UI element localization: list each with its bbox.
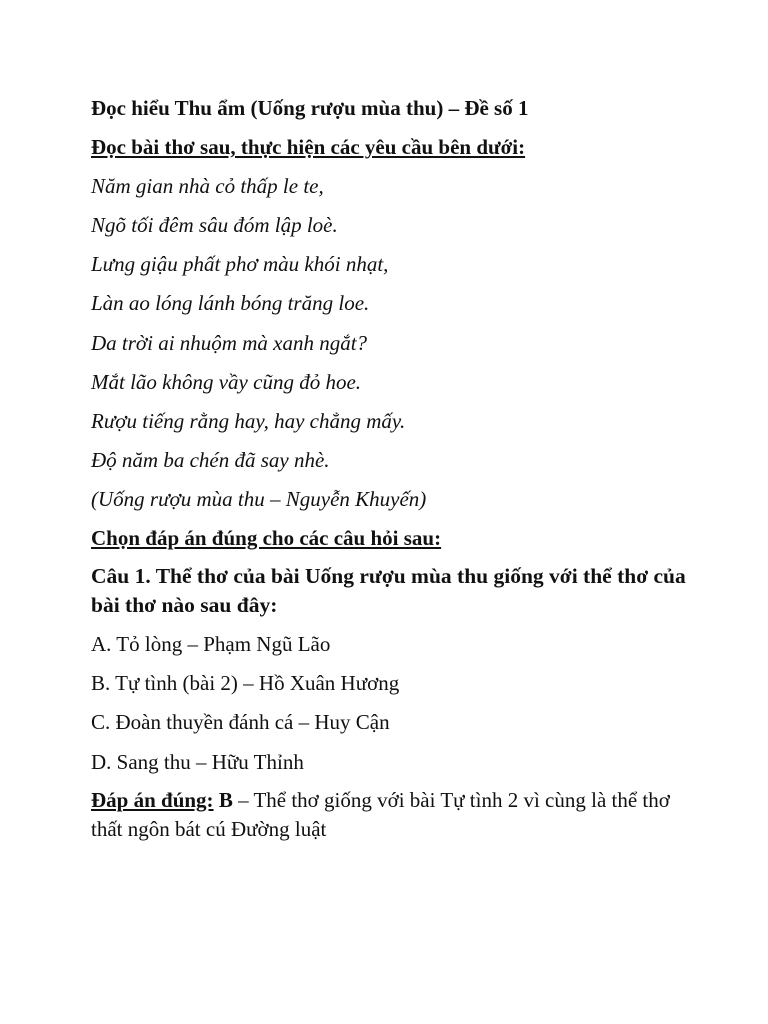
- answer-explanation: – Thể thơ giống với bài Tự tình 2 vì cùng là thể thơ thất ngôn bát cú Đường luật: [91, 787, 670, 841]
- choose-heading: Chọn đáp án đúng cho các câu hỏi sau:: [91, 526, 442, 551]
- option-c: C. Đoàn thuyền đánh cá – Huy Cận: [91, 710, 390, 735]
- poem-line: Năm gian nhà cỏ thấp le te,: [91, 174, 324, 199]
- answer: [91, 786, 691, 844]
- answer-letter: B: [218, 787, 233, 812]
- option-a: A. Tỏ lòng – Phạm Ngũ Lão: [91, 632, 331, 657]
- poem-line: Làn ao lóng lánh bóng trăng loe.: [91, 291, 370, 316]
- poem-line: Độ năm ba chén đã say nhè.: [91, 447, 330, 472]
- poem-source: (Uống rượu mùa thu – Nguyễn Khuyến): [91, 486, 427, 511]
- instruction-heading: Đọc bài thơ sau, thực hiện các yêu cầu bên dưới:: [91, 135, 526, 160]
- answer-label: Đáp án đúng:: [91, 787, 214, 812]
- document-title: Đọc hiểu Thu ẩm (Uống rượu mùa thu) – Đề số 1: [91, 96, 529, 120]
- poem-line: Rượu tiếng rằng hay, hay chẳng mấy.: [91, 408, 406, 433]
- poem-line: Lưng giậu phất phơ màu khói nhạt,: [91, 252, 389, 277]
- poem-line: Mắt lão không vầy cũng đỏ hoe.: [91, 369, 362, 394]
- poem: [91, 171, 691, 475]
- document-page: [91, 93, 691, 853]
- option-b: B. Tự tình (bài 2) – Hồ Xuân Hương: [91, 671, 400, 696]
- poem-line: Da trời ai nhuộm mà xanh ngắt?: [91, 330, 368, 355]
- poem-line: Ngõ tối đêm sâu đóm lập loè.: [91, 213, 338, 238]
- question-1: Câu 1. Thể thơ của bài Uống rượu mùa thu giống với thể thơ của bài thơ nào sau đây:: [91, 564, 686, 618]
- option-d: D. Sang thu – Hữu Thỉnh: [91, 749, 304, 774]
- options-list: [91, 629, 691, 776]
